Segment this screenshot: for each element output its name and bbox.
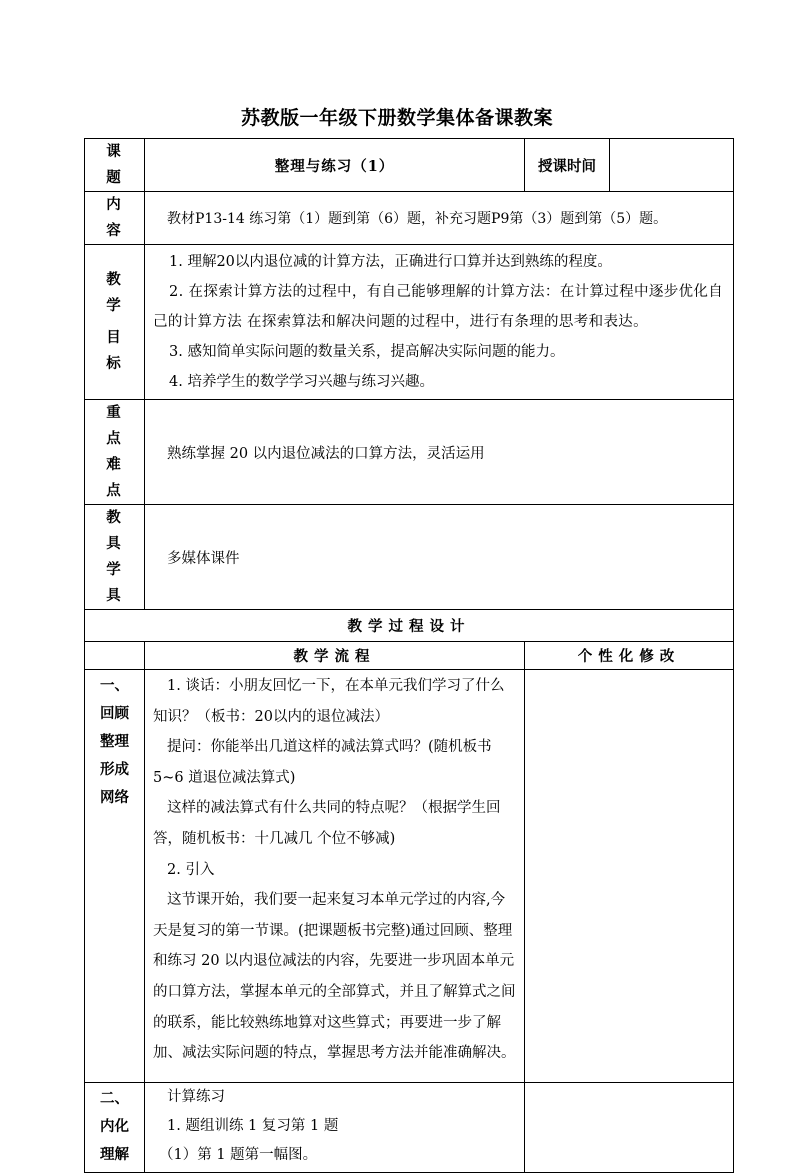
section2-label-line: 内化 bbox=[100, 1118, 129, 1135]
section2-content bbox=[145, 1083, 525, 1173]
keypoints-label-line1: 重 点 bbox=[106, 404, 131, 447]
time-label: 授课时间 bbox=[525, 139, 610, 192]
lesson-plan-table bbox=[84, 138, 734, 1173]
keypoints-text: 熟练掌握 20 以内退位减法的口算方法，灵活运用 bbox=[145, 400, 734, 505]
topic-row bbox=[85, 139, 734, 192]
process-heading: 教学过程设计 bbox=[85, 610, 734, 642]
section1-paragraph: 2. 引入 bbox=[167, 861, 215, 878]
content-text: 教材P13-14 练习第（1）题到第（6）题，补充习题P9第（3）题到第（5）题。 bbox=[145, 192, 734, 245]
process-column-empty bbox=[85, 642, 145, 670]
page-title: 苏教版一年级下册数学集体备课教案 bbox=[240, 107, 553, 129]
section1-paragraph: 这样的减法算式有什么共同的特点呢？（根据学生回答，随机板书：十几减几 个位不够减) bbox=[153, 800, 501, 847]
section2-paragraph: 1. 题组训练 1 复习第 1 题 bbox=[167, 1118, 339, 1134]
section2-paragraph: （1）第 1 题第一幅图。 bbox=[159, 1147, 318, 1163]
keypoints-label-line2: 难 点 bbox=[106, 456, 131, 499]
col-flow-header: 教学流程 bbox=[145, 642, 525, 670]
section1-label-line: 一、 bbox=[100, 677, 129, 694]
goals-row bbox=[85, 245, 734, 400]
goals-label-line1: 教 学 bbox=[106, 271, 131, 314]
section1-paragraph: 这节课开始，我们要一起来复习本单元学过的内容,今天是复习的第一节课。(把课题板书完整)通过回顾、整理和练习 20 以内退位减法的内容，先要进一步巩固本单元的口算方法，掌握本单元的全部算式，并且了解算式之间的联系，能比较熟练地算对这些算式；再要进一步了解加、减法实际问题的特点，掌握思考方法并能准确解决。 bbox=[153, 892, 516, 1062]
time-value bbox=[610, 139, 734, 192]
process-heading-row bbox=[85, 610, 734, 642]
keypoints-label bbox=[85, 400, 145, 505]
content-label: 内 容 bbox=[85, 192, 145, 245]
goal-item-3: 3. 感知简单实际问题的数量关系，提高解决实际问题的能力。 bbox=[169, 344, 565, 360]
section1-label-line: 回顾 bbox=[100, 705, 129, 722]
section1-content bbox=[145, 670, 525, 1083]
tools-row bbox=[85, 505, 734, 610]
topic-value: 整理与练习（1） bbox=[145, 139, 525, 192]
goal-item-2: 2. 在探索计算方法的过程中，有自己能够理解的计算方法：在计算过程中逐步优化自己的计算方法 在探索算法和解决问题的过程中，进行有条理的思考和表达。 bbox=[153, 284, 724, 330]
goals-label-line2: 目 标 bbox=[106, 329, 131, 372]
section1-paragraph: 1. 谈话：小朋友回忆一下，在本单元我们学习了什么知识？（板书：20以内的退位减法） bbox=[153, 678, 505, 725]
process-columns-row bbox=[85, 642, 734, 670]
goal-item-1: 1. 理解20以内退位减的计算方法，正确进行口算并达到熟练的程度。 bbox=[169, 254, 612, 270]
tools-text: 多媒体课件 bbox=[145, 505, 734, 610]
section2-paragraph: 计算练习 bbox=[167, 1089, 225, 1105]
goals-text bbox=[145, 245, 734, 400]
section2-row bbox=[85, 1083, 734, 1173]
section1-label-line: 网络 bbox=[100, 789, 129, 806]
section1-paragraph: 提问：你能举出几道这样的减法算式吗？(随机板书 5~6 道退位减法算式) bbox=[153, 739, 492, 786]
tools-label bbox=[85, 505, 145, 610]
section1-label-line: 形成 bbox=[100, 761, 129, 778]
keypoints-row bbox=[85, 400, 734, 505]
goals-label bbox=[85, 245, 145, 400]
tools-label-line1: 教 具 bbox=[106, 509, 131, 552]
section2-label bbox=[85, 1083, 145, 1173]
section2-label-line: 二、 bbox=[100, 1090, 129, 1107]
content-row bbox=[85, 192, 734, 245]
section2-label-line: 理解 bbox=[100, 1146, 129, 1163]
section1-label-line: 整理 bbox=[100, 733, 129, 750]
tools-label-line2: 学 具 bbox=[106, 561, 131, 604]
section1-label bbox=[85, 670, 145, 1083]
section1-modify-cell bbox=[525, 670, 734, 1083]
section2-modify-cell bbox=[525, 1083, 734, 1173]
goal-item-4: 4. 培养学生的数学学习兴趣与练习兴趣。 bbox=[169, 374, 434, 390]
section1-row bbox=[85, 670, 734, 1083]
topic-label: 课 题 bbox=[85, 139, 145, 192]
col-modify-header: 个性化修改 bbox=[525, 642, 734, 670]
